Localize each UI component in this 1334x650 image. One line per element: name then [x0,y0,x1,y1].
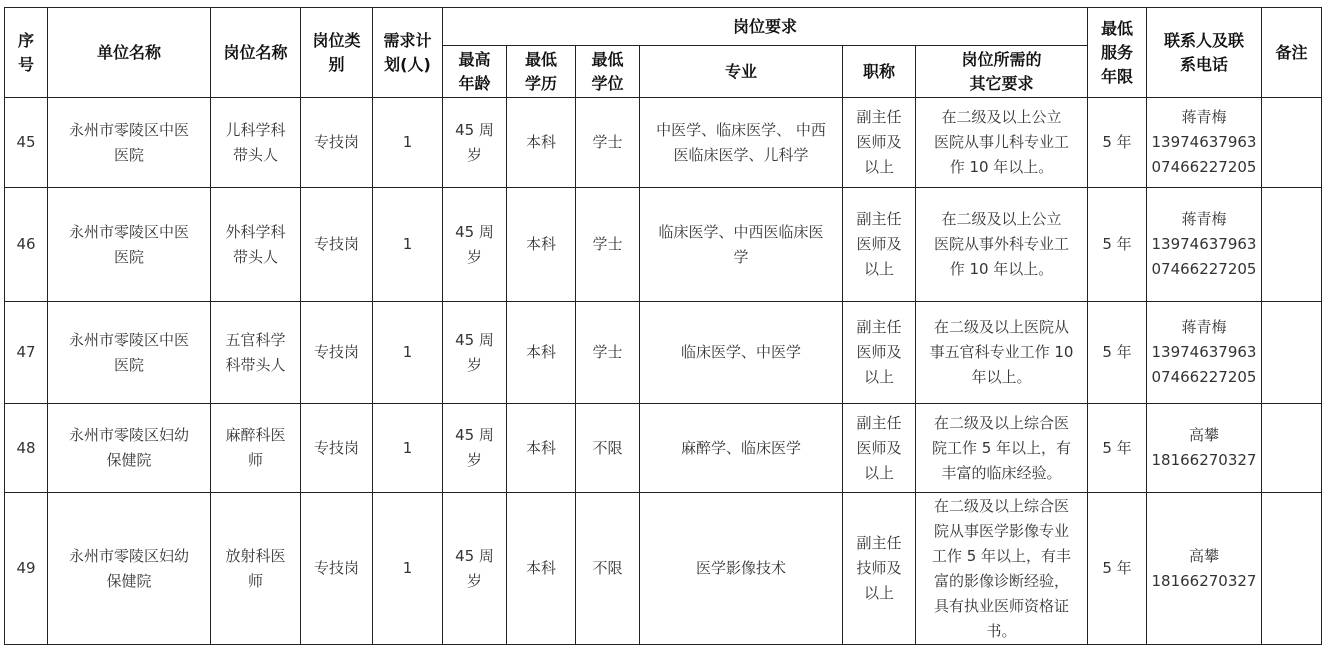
header-seq: 序 号 [5,8,48,98]
header-major: 专业 [640,46,843,98]
table-row [5,188,1322,302]
recruitment-table [4,7,1322,645]
contact-phone: 07466227205 [1151,368,1257,386]
contact-name: 高攀 [1188,426,1219,444]
contact-name: 蒋青梅 [1181,318,1227,336]
cell-max-age: 45 周 岁 [443,188,507,302]
contact-phone: 07466227205 [1151,158,1257,176]
header-max-age: 最高 年龄 [443,46,507,98]
contact-phone: 13974637963 [1151,343,1257,361]
cell-seq: 45 [5,98,48,188]
cell-title: 副主任 医师及 以上 [843,98,916,188]
cell-seq: 46 [5,188,48,302]
contact-name: 高攀 [1188,546,1219,565]
cell-other: 在二级及以上综合医 院从事医学影像专业 工作 5 年以上，有丰 富的影像诊断经验， 具有执业医师资格证 书。 [916,493,1088,645]
cell-min-degree: 学士 [576,188,640,302]
cell-max-age: 45 周 岁 [443,404,507,493]
cell-unit: 永州市零陵区中医 医院 [48,98,211,188]
cell-remark [1262,188,1322,302]
cell-major: 医学影像技术 [640,493,843,645]
cell-title: 副主任 技师及 以上 [843,493,916,645]
cell-contact [1147,188,1262,302]
cell-min-edu: 本科 [507,404,576,493]
header-post: 岗位名称 [211,8,301,98]
cell-unit: 永州市零陵区妇幼 保健院 [48,493,211,645]
cell-max-age: 45 周 岁 [443,98,507,188]
table-row [5,98,1322,188]
cell-min-degree: 不限 [576,493,640,645]
cell-contact [1147,493,1262,645]
header-contact: 联系人及联 系电话 [1147,8,1262,98]
cell-category: 专技岗 [301,302,373,404]
cell-contact [1147,302,1262,404]
header-requirements: 岗位要求 [443,8,1088,46]
cell-min-service: 5 年 [1088,404,1147,493]
cell-post: 麻醉科医 师 [211,404,301,493]
cell-contact [1147,404,1262,493]
cell-category: 专技岗 [301,188,373,302]
cell-remark [1262,493,1322,645]
cell-plan: 1 [373,404,443,493]
cell-min-edu: 本科 [507,493,576,645]
cell-min-service: 5 年 [1088,188,1147,302]
cell-post: 放射科医 师 [211,493,301,645]
cell-min-edu: 本科 [507,98,576,188]
cell-min-service: 5 年 [1088,493,1147,645]
cell-other: 在二级及以上公立 医院从事儿科专业工 作 10 年以上。 [916,98,1088,188]
table-row [5,493,1322,645]
cell-remark [1262,404,1322,493]
table-row [5,302,1322,404]
cell-title: 副主任 医师及 以上 [843,188,916,302]
cell-other: 在二级及以上医院从 事五官科专业工作 10 年以上。 [916,302,1088,404]
cell-max-age: 45 周 岁 [443,493,507,645]
cell-title: 副主任 医师及 以上 [843,404,916,493]
cell-plan: 1 [373,302,443,404]
contact-phone: 13974637963 [1151,235,1257,253]
cell-seq: 47 [5,302,48,404]
cell-post: 五官科学 科带头人 [211,302,301,404]
contact-phone: 13974637963 [1151,133,1257,151]
cell-other: 在二级及以上综合医 院工作 5 年以上，有 丰富的临床经验。 [916,404,1088,493]
contact-phone: 18166270327 [1151,451,1257,469]
cell-plan: 1 [373,188,443,302]
header-min-service: 最低 服务 年限 [1088,8,1147,98]
cell-min-service: 5 年 [1088,302,1147,404]
cell-major: 麻醉学、临床医学 [640,404,843,493]
cell-min-degree: 学士 [576,302,640,404]
header-min-degree: 最低 学位 [576,46,640,98]
cell-seq: 48 [5,404,48,493]
cell-min-edu: 本科 [507,188,576,302]
header-other: 岗位所需的 其它要求 [916,46,1088,98]
cell-plan: 1 [373,493,443,645]
cell-seq: 49 [5,493,48,645]
header-unit: 单位名称 [48,8,211,98]
cell-contact [1147,98,1262,188]
cell-unit: 永州市零陵区妇幼 保健院 [48,404,211,493]
header-category: 岗位类 别 [301,8,373,98]
cell-category: 专技岗 [301,98,373,188]
contact-phone: 07466227205 [1151,260,1257,278]
cell-title: 副主任 医师及 以上 [843,302,916,404]
contact-name: 蒋青梅 [1181,108,1227,126]
cell-major: 临床医学、中西医临床医 学 [640,188,843,302]
contact-name: 蒋青梅 [1181,210,1227,228]
header-min-edu: 最低 学历 [507,46,576,98]
cell-unit: 永州市零陵区中医 医院 [48,188,211,302]
cell-min-edu: 本科 [507,302,576,404]
cell-category: 专技岗 [301,404,373,493]
table-row [5,404,1322,493]
cell-min-service: 5 年 [1088,98,1147,188]
cell-post: 儿科学科 带头人 [211,98,301,188]
cell-remark [1262,302,1322,404]
cell-max-age: 45 周 岁 [443,302,507,404]
cell-min-degree: 不限 [576,404,640,493]
cell-unit: 永州市零陵区中医 医院 [48,302,211,404]
header-title: 职称 [843,46,916,98]
cell-plan: 1 [373,98,443,188]
header-plan: 需求计 划(人) [373,8,443,98]
cell-other: 在二级及以上公立 医院从事外科专业工 作 10 年以上。 [916,188,1088,302]
cell-major: 中医学、临床医学、 中西 医临床医学、儿科学 [640,98,843,188]
cell-min-degree: 学士 [576,98,640,188]
contact-phone: 18166270327 [1151,571,1257,590]
header-remark: 备注 [1262,8,1322,98]
cell-post: 外科学科 带头人 [211,188,301,302]
cell-category: 专技岗 [301,493,373,645]
cell-major: 临床医学、中医学 [640,302,843,404]
cell-remark [1262,98,1322,188]
